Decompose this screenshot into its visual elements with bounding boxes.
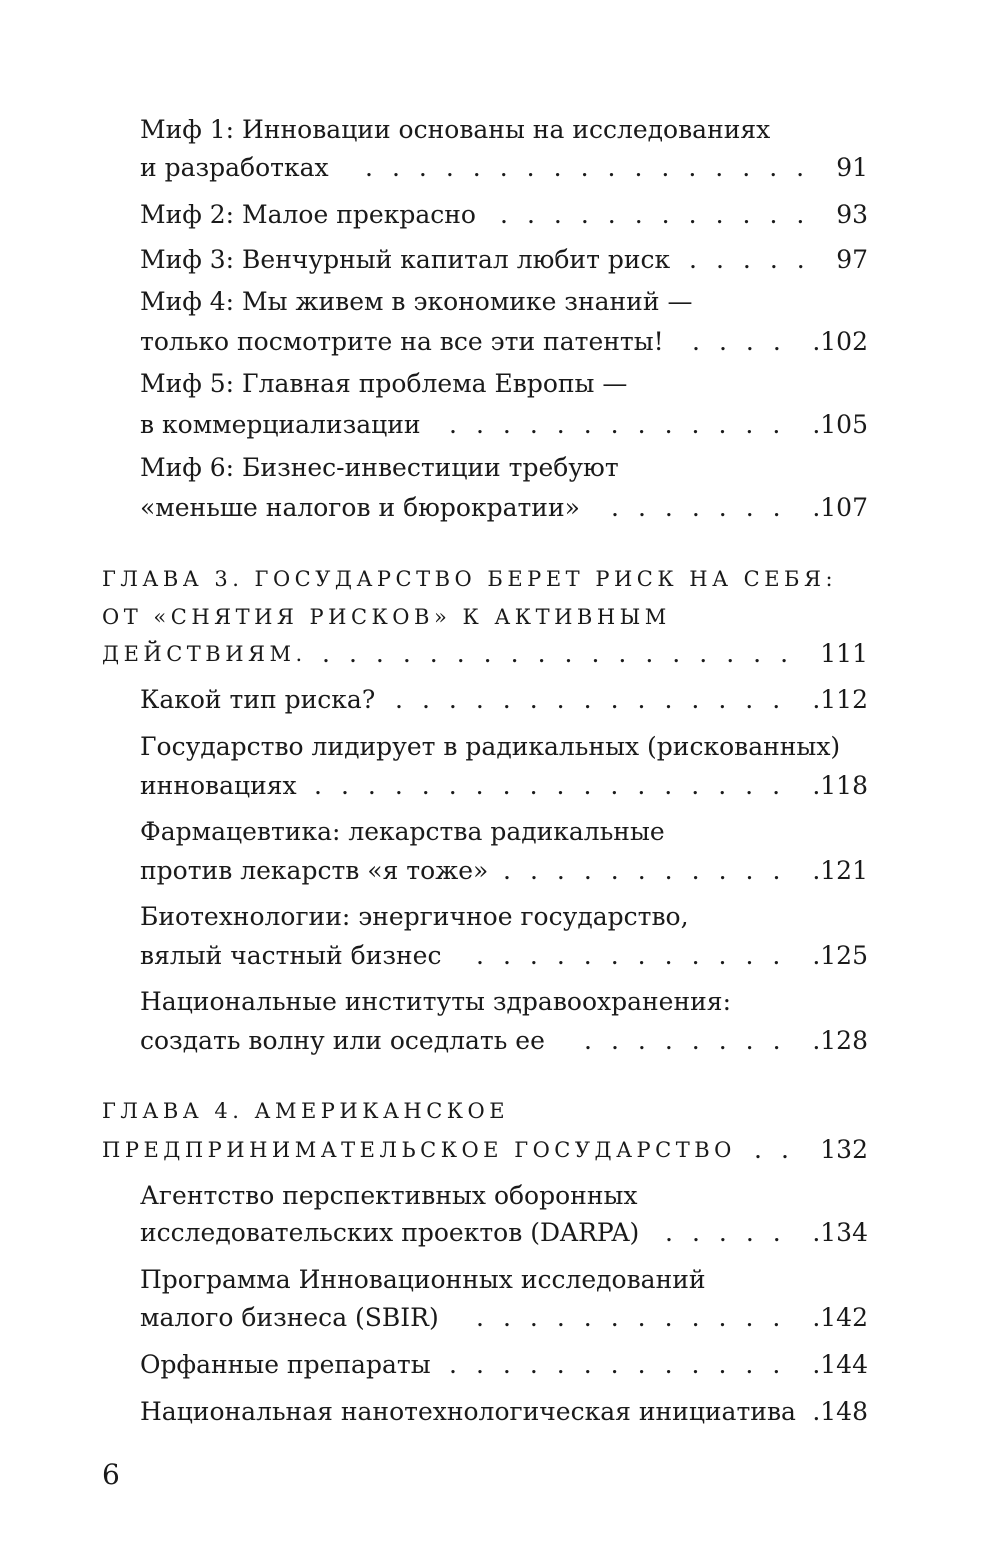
toc-line xyxy=(0,364,1000,404)
page-ref: .142 xyxy=(812,1303,868,1332)
section-title-line: Миф 3: Венчурный капитал любит риск xyxy=(140,245,671,274)
page-ref: 91 xyxy=(836,153,868,182)
dot-leader: ............. xyxy=(449,410,800,439)
page-ref: 111 xyxy=(820,639,868,668)
toc-line xyxy=(0,448,1000,488)
toc-line xyxy=(0,322,1000,362)
page-ref: .121 xyxy=(812,856,868,885)
chapter-title-line: ДЕЙСТВИЯМ. xyxy=(102,642,307,666)
page-number: 6 xyxy=(102,1458,120,1491)
toc-line xyxy=(0,110,1000,150)
toc-line xyxy=(0,405,1000,445)
chapter-title-line: ПРЕДПРИНИМАТЕЛЬСКОЕ ГОСУДАРСТВО xyxy=(102,1138,736,1162)
toc-line xyxy=(0,1260,1000,1300)
dot-leader: ............ xyxy=(500,200,824,229)
toc-line xyxy=(0,1130,1000,1170)
dot-leader: ..... xyxy=(689,245,824,274)
toc-line xyxy=(0,1091,1000,1131)
dot-leader: .... xyxy=(692,327,800,356)
section-title-line: Национальная нанотехнологическая инициатива xyxy=(140,1397,796,1426)
chapter-title-line: ГЛАВА 3. ГОСУДАРСТВО БЕРЕТ РИСК НА СЕБЯ: xyxy=(102,567,838,591)
dot-leader: ............ xyxy=(476,1303,800,1332)
section-title-line: инновациях xyxy=(140,771,297,800)
dot-leader: .................. xyxy=(322,639,808,668)
toc-line xyxy=(0,195,1000,235)
section-title-line: Миф 1: Инновации основаны на исследованиях xyxy=(140,115,771,144)
dot-leader: ..... xyxy=(665,1218,800,1247)
section-title-line: малого бизнеса (SBIR) xyxy=(140,1303,439,1332)
page-ref: .148 xyxy=(812,1397,868,1426)
page-ref: .134 xyxy=(812,1218,868,1247)
section-title-line: Государство лидирует в радикальных (рискованных) xyxy=(140,732,841,761)
dot-leader: ............... xyxy=(395,685,800,714)
toc-line xyxy=(0,680,1000,720)
page-ref: .112 xyxy=(812,685,868,714)
section-title-line: Какой тип риска? xyxy=(140,685,376,714)
section-title-line: и разработках xyxy=(140,153,329,182)
dot-leader: ....... xyxy=(611,493,800,522)
toc-line xyxy=(0,851,1000,891)
page-ref: .102 xyxy=(812,327,868,356)
section-title-line: «меньше налогов и бюрократии» xyxy=(140,493,580,522)
toc-line xyxy=(0,812,1000,852)
toc-line xyxy=(0,634,1000,674)
section-title-line: Миф 2: Малое прекрасно xyxy=(140,200,476,229)
section-title-line: против лекарств «я тоже» xyxy=(140,856,489,885)
toc-line xyxy=(0,1392,1000,1432)
toc-line xyxy=(0,1345,1000,1385)
chapter-title-line: ОТ «СНЯТИЯ РИСКОВ» К АКТИВНЫМ xyxy=(102,605,671,629)
toc-line xyxy=(0,282,1000,322)
section-title-line: Миф 4: Мы живем в экономике знаний — xyxy=(140,287,693,316)
page-ref: 93 xyxy=(836,200,868,229)
section-title-line: только посмотрите на все эти патенты! xyxy=(140,327,664,356)
toc-line xyxy=(0,488,1000,528)
toc-line xyxy=(0,1021,1000,1061)
page-ref: .118 xyxy=(812,771,868,800)
toc-line xyxy=(0,897,1000,937)
toc-line xyxy=(0,1298,1000,1338)
toc-line xyxy=(0,240,1000,280)
section-title-line: вялый частный бизнес xyxy=(140,941,442,970)
section-title-line: исследовательских проектов (DARPA) xyxy=(140,1218,640,1247)
section-title-line: Программа Инновационных исследований xyxy=(140,1265,706,1294)
section-title-line: Агентство перспективных оборонных xyxy=(140,1181,638,1210)
toc-line xyxy=(0,727,1000,767)
section-title-line: Национальные институты здравоохранения: xyxy=(140,987,731,1016)
section-title-line: создать волну или оседлать ее xyxy=(140,1026,545,1055)
section-title-line: Фармацевтика: лекарства радикальные xyxy=(140,817,665,846)
dot-leader: ............. xyxy=(449,1350,800,1379)
section-title-line: Орфанные препараты xyxy=(140,1350,431,1379)
chapter-title-line: ГЛАВА 4. АМЕРИКАНСКОЕ xyxy=(102,1099,510,1123)
section-title-line: Миф 6: Бизнес-инвестиции требуют xyxy=(140,453,619,482)
dot-leader: ........ xyxy=(584,1026,800,1055)
toc-line xyxy=(0,1176,1000,1216)
dot-leader: .................. xyxy=(314,771,800,800)
page-ref: .107 xyxy=(812,493,868,522)
toc-line xyxy=(0,982,1000,1022)
section-title-line: в коммерциализации xyxy=(140,410,421,439)
toc-line xyxy=(0,597,1000,637)
page-ref: .105 xyxy=(812,410,868,439)
toc-line xyxy=(0,148,1000,188)
page-ref: 97 xyxy=(836,245,868,274)
toc-line xyxy=(0,559,1000,599)
dot-leader: ........... xyxy=(503,856,800,885)
section-title-line: Биотехнологии: энергичное государство, xyxy=(140,902,689,931)
page-ref: 132 xyxy=(820,1135,868,1164)
dot-leader: ................. xyxy=(365,153,824,182)
section-title-line: Миф 5: Главная проблема Европы — xyxy=(140,369,628,398)
dot-leader: .. xyxy=(754,1135,808,1164)
toc-line xyxy=(0,1213,1000,1253)
toc-line xyxy=(0,936,1000,976)
dot-leader: ............ xyxy=(476,941,800,970)
page-ref: .125 xyxy=(812,941,868,970)
toc-line xyxy=(0,766,1000,806)
page-ref: .144 xyxy=(812,1350,868,1379)
page-ref: .128 xyxy=(812,1026,868,1055)
